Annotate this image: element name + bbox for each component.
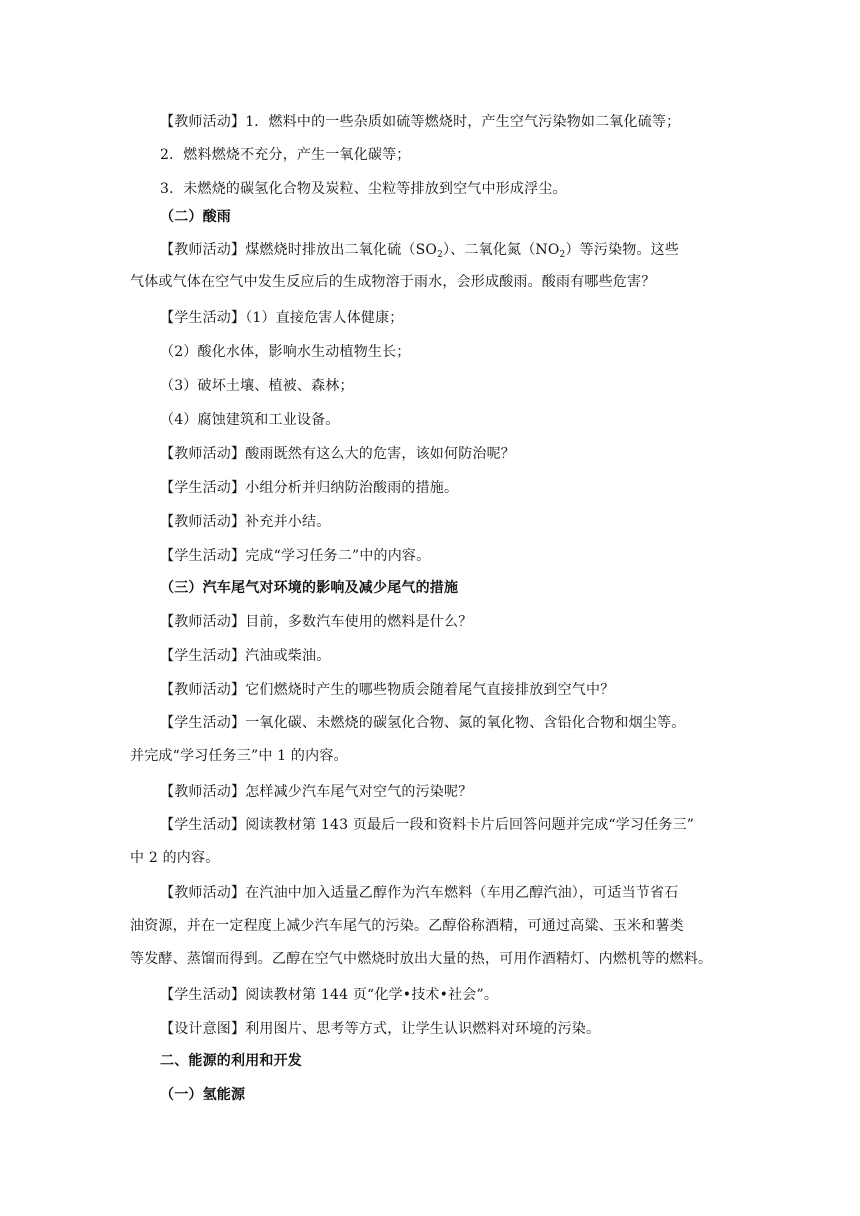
no2-subscript: 2 <box>559 250 566 260</box>
paragraph-line-1: 【教师活动】1．燃料中的一些杂质如硫等燃烧时，产生空气污染物如二氧化硫等； <box>160 114 681 130</box>
paragraph-line-21: 【教师活动】怎样减少汽车尾气对空气的污染呢？ <box>160 784 473 800</box>
paragraph-line-13: 【教师活动】补充并小结。 <box>160 514 331 530</box>
paragraph-line-8: （2）酸化水体，影响水生动植物生长； <box>160 344 411 360</box>
paragraph-line-24: 【教师活动】在汽油中加入适量乙醇作为汽车燃料（车用乙醇汽油），可适当节省石 <box>160 885 679 901</box>
paragraph-line-20: 并完成“学习任务三”中 1 的内容。 <box>130 748 348 764</box>
paragraph-line-3: 3．未燃烧的碳氢化合物及炭粒、尘粒等排放到空气中形成浮尘。 <box>160 181 567 197</box>
paragraph-line-6: 气体或气体在空气中发生反应后的生成物溶于雨水，会形成酸雨。酸雨有哪些危害？ <box>130 274 656 290</box>
paragraph-line-12: 【学生活动】小组分析并归纳防治酸雨的措施。 <box>160 480 459 496</box>
paragraph-line-acid-rain-intro <box>160 240 760 265</box>
acid-rain-intro-suffix: ）等污染物。这些 <box>565 242 680 258</box>
section-heading-energy: 二、能源的利用和开发 <box>160 1053 302 1069</box>
paragraph-line-26: 等发酵、蒸馏而得到。乙醇在空气中燃烧时放出大量的热，可用作酒精灯、内燃机等的燃料。 <box>130 951 713 967</box>
paragraph-line-17: 【学生活动】汽油或柴油。 <box>160 648 331 664</box>
so2-subscript: 2 <box>437 250 444 260</box>
paragraph-line-18: 【教师活动】它们燃烧时产生的哪些物质会随着尾气直接排放到空气中？ <box>160 682 615 698</box>
paragraph-line-22: 【学生活动】阅读教材第 143 页最后一段和资料卡片后回答问题并完成“学习任务三” <box>160 817 695 833</box>
paragraph-line-27: 【学生活动】阅读教材第 144 页“化学•技术•社会”。 <box>160 987 499 1003</box>
paragraph-line-10: （4）腐蚀建筑和工业设备。 <box>160 412 340 428</box>
paragraph-line-16: 【教师活动】目前，多数汽车使用的燃料是什么？ <box>160 614 473 630</box>
paragraph-line-9: （3）破坏土壤、植被、森林； <box>160 378 354 394</box>
paragraph-line-14: 【学生活动】完成“学习任务二”中的内容。 <box>160 548 431 564</box>
section-heading-exhaust: （三）汽车尾气对环境的影响及减少尾气的措施 <box>160 580 459 596</box>
paragraph-line-7: 【学生活动】（1）直接危害人体健康； <box>160 310 404 326</box>
paragraph-line-11: 【教师活动】酸雨既然有这么大的危害，该如何防治呢？ <box>160 446 515 462</box>
acid-rain-intro-middle: ）、二氧化氮（NO <box>443 242 560 258</box>
section-heading-hydrogen: （一）氢能源 <box>160 1087 246 1103</box>
paragraph-line-25: 油资源，并在一定程度上减少汽车尾气的污染。乙醇俗称酒精，可通过高粱、玉米和薯类 <box>130 918 684 934</box>
paragraph-line-23: 中 2 的内容。 <box>130 850 220 866</box>
paragraph-line-28: 【设计意图】利用图片、思考等方式，让学生认识燃料对环境的污染。 <box>160 1021 601 1037</box>
acid-rain-intro-prefix: 【教师活动】煤燃烧时排放出二氧化硫（SO <box>160 242 438 258</box>
paragraph-line-2: 2．燃料燃烧不充分，产生一氧化碳等； <box>160 147 411 163</box>
paragraph-line-19: 【学生活动】一氧化碳、未燃烧的碳氢化合物、氮的氧化物、含铅化合物和烟尘等。 <box>160 715 686 731</box>
section-heading-acid-rain: （二）酸雨 <box>160 209 231 225</box>
